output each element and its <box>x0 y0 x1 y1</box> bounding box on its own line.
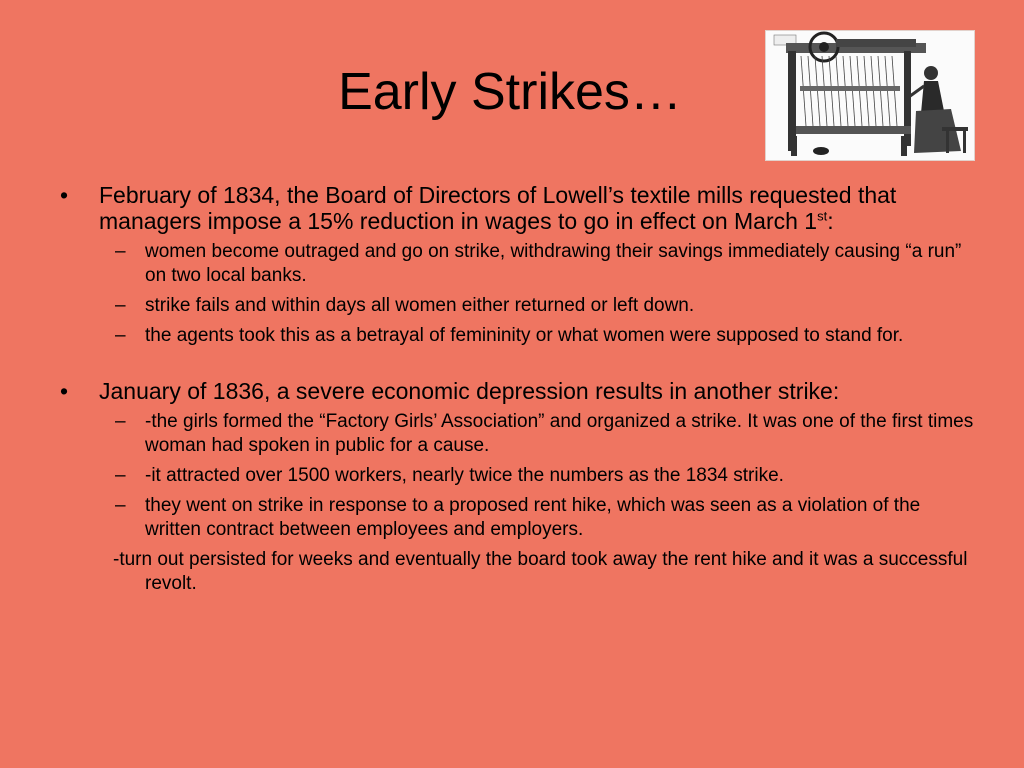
superscript: st <box>817 208 828 224</box>
subitem <box>56 464 976 488</box>
dash-marker: – <box>115 325 126 346</box>
bullet-item-1836 <box>56 378 976 404</box>
subitem-text: strike fails and within days all women either returned or left down. <box>145 295 695 316</box>
subitem-text: the agents took this as a betrayal of femininity or what women were supposed to stand for. <box>145 325 904 346</box>
dash-marker: – <box>115 295 126 316</box>
loom-illustration-image <box>765 30 975 161</box>
subitem <box>56 294 976 318</box>
loom-illustration <box>766 31 974 160</box>
dash-marker: – <box>115 241 126 262</box>
dash-marker: – <box>115 411 126 432</box>
dash-marker: – <box>115 465 126 486</box>
subitem-text: they went on strike in response to a proposed rent hike, which was seen as a violation of the written contract between employees and employers. <box>145 495 921 540</box>
subitem <box>56 494 976 542</box>
bullet-text: February of 1834, the Board of Directors of Lowell’s textile mills requested that managers impose a 15% reduction in wages to go in effect on March 1 <box>99 182 897 234</box>
dash-marker: – <box>115 495 126 516</box>
subitem <box>56 324 976 348</box>
subitem-text: -the girls formed the “Factory Girls’ Association” and organized a strike. It was one of the first times woman had spoken in public for a cause. <box>145 411 974 456</box>
subitem-text: -it attracted over 1500 workers, nearly twice the numbers as the 1834 strike. <box>145 465 784 486</box>
slide-title: Early Strikes… <box>338 63 682 121</box>
subitem <box>56 240 976 288</box>
bullet-text-suffix: : <box>827 208 834 234</box>
trailing-note: -turn out persisted for weeks and eventually the board took away the rent hike and it was a successful revolt. <box>113 549 968 594</box>
subitem-text: women become outraged and go on strike, withdrawing their savings immediately causing “a run” on two local banks. <box>145 241 962 286</box>
subitem <box>56 410 976 458</box>
bullet-item-1834 <box>56 182 976 234</box>
slide-body <box>56 182 976 596</box>
bullet-marker: • <box>60 182 69 208</box>
bullet-text: January of 1836, a severe economic depression results in another strike: <box>99 378 840 404</box>
bullet-marker: • <box>60 378 69 404</box>
